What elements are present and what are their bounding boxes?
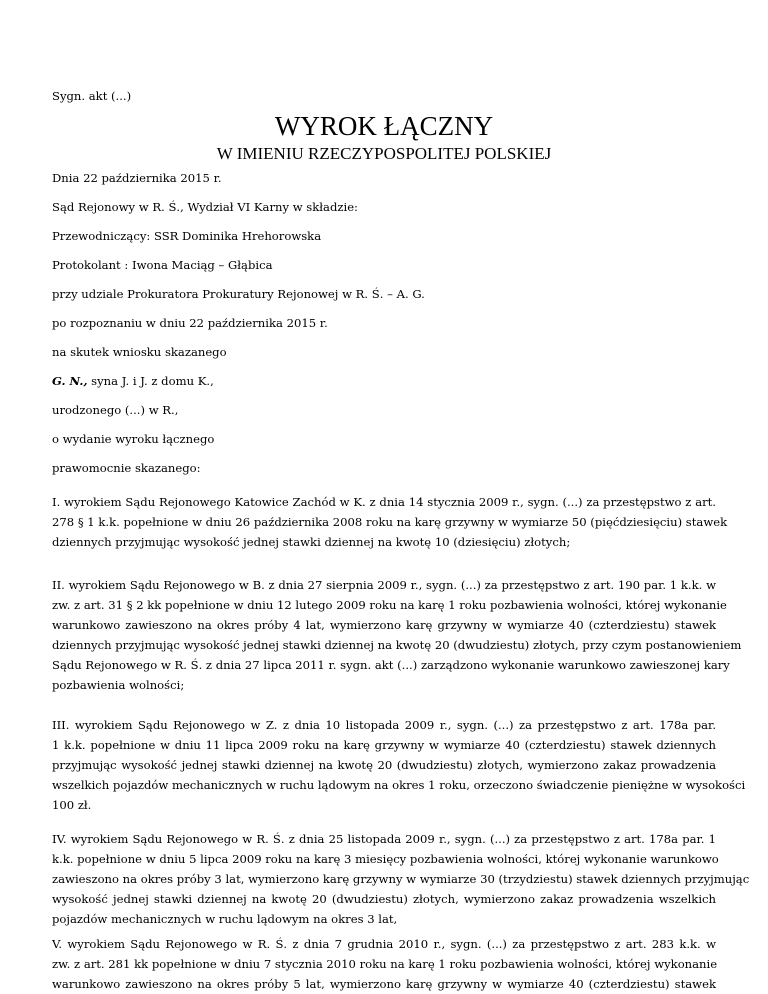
sentence-line: warunkowo zawieszono na okres próby 4 lat, wymierzono karę grzywny w wymiarze 40 (czterdziestu) stawek [52, 618, 716, 632]
sentence-line: przyjmując wysokość jednej stawki dziennej na kwotę 20 (dwudziestu) złotych, wymierzono zakaz prowadzenia [52, 758, 716, 772]
document-title: WYROK ŁĄCZNY [274, 111, 494, 141]
convict-name: G. N., [52, 374, 88, 388]
sentence-line: V. wyrokiem Sądu Rejonowego w R. Ś. z dnia 7 grudnia 2010 r., sygn. (...) za przestępstwo z art. 283 k.k. w [52, 937, 716, 951]
court-composition: Sąd Rejonowy w R. Ś., Wydział VI Karny w składzie: [52, 200, 358, 214]
sentence-item [52, 715, 746, 815]
sentence-line: 1 k.k. popełnione w dniu 11 lipca 2009 roku na karę grzywny w wymiarze 40 (czterdziestu) stawek dziennych [52, 738, 716, 752]
sentence-item [52, 492, 728, 552]
sentence-line: II. wyrokiem Sądu Rejonowego w B. z dnia 27 sierpnia 2009 r., sygn. (...) za przestępstwo z art. 190 par. 1 k.k. w [52, 578, 716, 592]
purpose-line: o wydanie wyroku łącznego [52, 432, 215, 446]
sentence-item [52, 829, 750, 929]
convict-parents: syna J. i J. z domu K., [87, 374, 214, 388]
motion-line: na skutek wniosku skazanego [52, 345, 227, 359]
sentence-line: pozbawienia wolności; [52, 678, 185, 692]
judgment-date: Dnia 22 października 2015 r. [52, 171, 222, 185]
sentence-line: wysokość jednej stawki dziennej na kwotę 20 (dwudziestu) złotych, wymierzono zakaz prowadzenia wszelkich [52, 892, 716, 906]
sentence-item [52, 934, 716, 994]
sentence-line: 278 § 1 k.k. popełnione w dniu 26 października 2008 roku na karę grzywny w wymiarze 50 (pięćdziesięciu) stawek [52, 515, 728, 529]
convicted-line: prawomocnie skazanego: [52, 461, 201, 475]
sentence-line: zw. z art. 281 kk popełnione w dniu 7 stycznia 2010 roku na karę 1 roku pozbawienia wolności, której wykonanie [52, 957, 718, 971]
sentence-line: Sądu Rejonowego w R. Ś. z dnia 27 lipca 2011 r. sygn. akt (...) zarządzono wykonanie warunkowo zawieszonej kary [52, 658, 730, 672]
sentence-line: dziennych przyjmując wysokość jednej stawki dziennej na kwotę 20 (dwudziestu) złotych, przy czym postanowieniem [52, 638, 742, 652]
birth-line: urodzonego (...) w R., [52, 403, 179, 417]
sentence-line: IV. wyrokiem Sądu Rejonowego w R. Ś. z dnia 25 listopada 2009 r., sygn. (...) za przestępstwo z art. 178a par. 1 [52, 832, 716, 846]
presiding-judge: Przewodniczący: SSR Dominika Hrehorowska [52, 229, 322, 243]
prosecutor-line: przy udziale Prokuratora Prokuratury Rejonowej w R. Ś. – A. G. [52, 287, 425, 301]
hearing-date: po rozpoznaniu w dniu 22 października 2015 r. [52, 316, 328, 330]
sentence-line: 100 zł. [52, 798, 92, 812]
sentence-line: I. wyrokiem Sądu Rejonowego Katowice Zachód w K. z dnia 14 stycznia 2009 r., sygn. (...) za przestępstwo z art. [52, 495, 716, 509]
sentence-line: wszelkich pojazdów mechanicznych w ruchu lądowym na okres 1 roku, orzeczono świadczenie pieniężne w wysokości [52, 778, 746, 792]
sentence-item [52, 575, 742, 695]
sentence-line: k.k. popełnione w dniu 5 lipca 2009 roku na karę 3 miesięcy pozbawienia wolności, której wykonanie warunkowo [52, 852, 719, 866]
court-clerk: Protokolant : Iwona Maciąg – Głąbica [52, 258, 273, 272]
sentence-line: zw. z art. 31 § 2 kk popełnione w dniu 12 lutego 2009 roku na karę 1 roku pozbawienia wolności, której wykonanie [52, 598, 727, 612]
case-signature: Sygn. akt (...) [52, 89, 132, 103]
sentence-line: pojazdów mechanicznych w ruchu lądowym na okres 3 lat, [52, 912, 398, 926]
sentence-line: dziennych przyjmując wysokość jednej stawki dziennej na kwotę 10 (dziesięciu) złotych; [52, 535, 571, 549]
sentence-line: III. wyrokiem Sądu Rejonowego w Z. z dnia 10 listopada 2009 r., sygn. (...) za przestępstwo z art. 178a par. [52, 718, 716, 732]
document-subtitle: W IMIENIU RZECZYPOSPOLITEJ POLSKIEJ [216, 144, 552, 163]
sentence-line: zawieszono na okres próby 3 lat, wymierzono karę grzywny w wymiarze 30 (trzydziestu) stawek dziennych przyjmując [52, 872, 750, 886]
sentence-line: warunkowo zawieszono na okres próby 5 lat, wymierzono karę grzywny w wymiarze 40 (czterdziestu) stawek [52, 977, 716, 991]
convict-line [52, 373, 214, 389]
